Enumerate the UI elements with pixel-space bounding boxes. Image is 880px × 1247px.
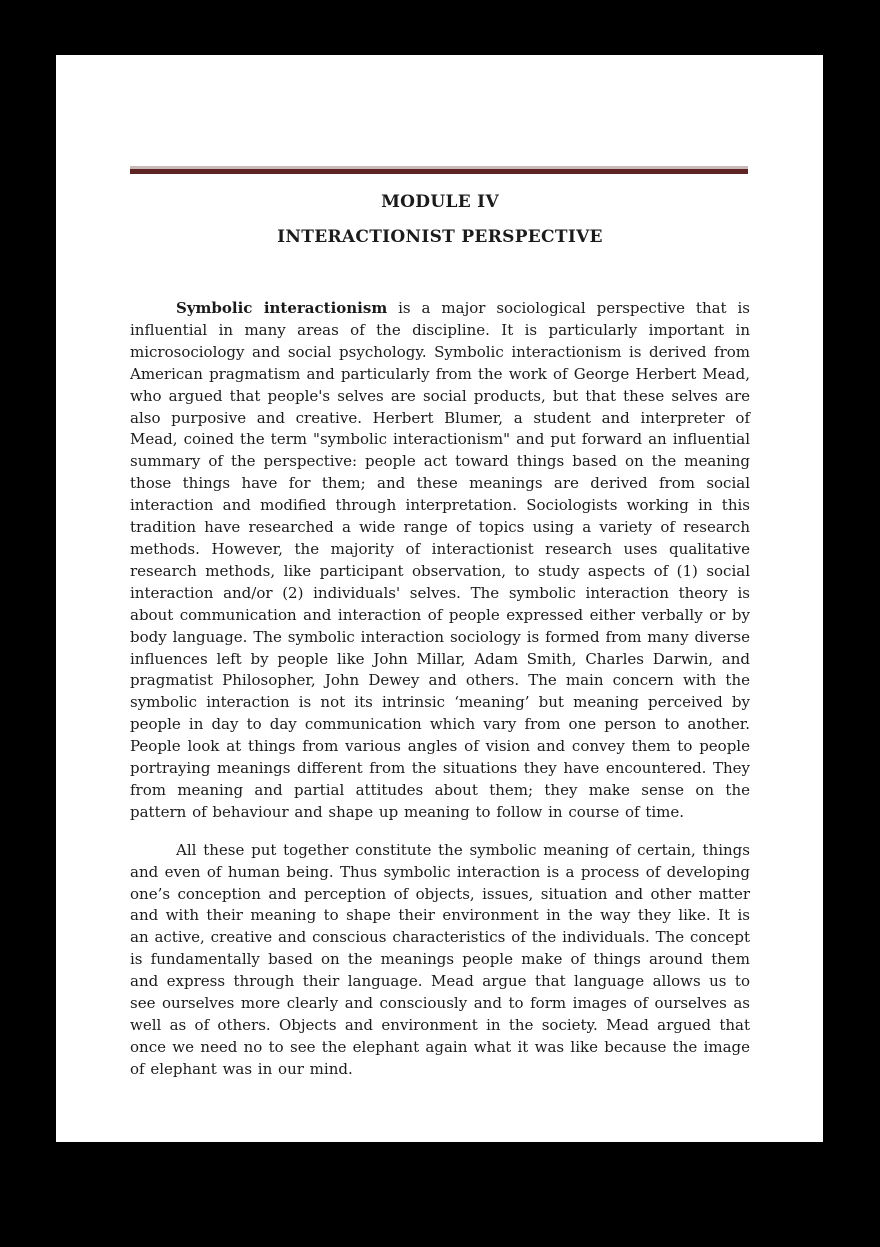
paragraph-body-text: is a major sociological perspective that is influential in many areas of the discipline. It is particularly important in microsociology and social psychology. Symbolic interactionism is derived from American pragmatism and particularly from the work of George Herbert Mead, who argued that people's selves are social products, but that these selves are also purposive and creative. Herbert Blumer, a student and interpreter of Mead, coined the term "symbolic interactionism" and put forward an influential summary of the perspective: people act toward things based on the meaning those things have for them; and these meanings are derived from social interaction and modified through interpretation. Sociologists working in this tradition have researched a wide range of topics using a variety of research methods. However, the majority of interactionist research uses qualitative research methods, like participant observation, to study aspects of (1) social interaction and/or (2) individuals' selves. The symbolic interaction theory is about communication and interaction of people expressed either verbally or by body language. The symbolic interaction sociology is formed from many diverse influences left by people like John Millar, Adam Smith, Charles Darwin, and pragmatist Philosopher, John Dewey and others. The main concern with the symbolic interaction is not its intrinsic ‘meaning’ but meaning perceived by people in day to day communication which vary from one person to another. People look at things from various angles of vision and convey them to people portraying meanings different from the situations they have encountered. They from meaning and partial attitudes about them; they make sense on the pattern of behaviour and shape up meaning to follow in course of time. [130,299,750,821]
paragraph-lead-bold-text: Symbolic interactionism [176,299,388,317]
page-content [56,166,823,1081]
document-page [56,55,823,1142]
header-divider-rule [130,166,748,174]
paragraph-symbolic-interactionism [130,298,750,824]
module-title: MODULE IV [381,192,499,212]
module-subtitle: INTERACTIONIST PERSPECTIVE [277,227,603,247]
paragraph-all-these-put-together: All these put together constitute the symbolic meaning of certain, things and even of human being. Thus symbolic interaction is a process of developing one’s conception and perception of objects, issues, situation and other matter and with their meaning to shape their environment in the way they like. It is an active, creative and conscious characteristics of the individuals. The concept is fundamentally based on the meanings people make of things around them and express through their language. Mead argue that language allows us to see ourselves more clearly and consciously and to form images of ourselves as well as of others. Objects and environment in the society. Mead argued that once we need no to see the elephant again what it was like because the image of elephant was in our mind. [130,840,750,1078]
